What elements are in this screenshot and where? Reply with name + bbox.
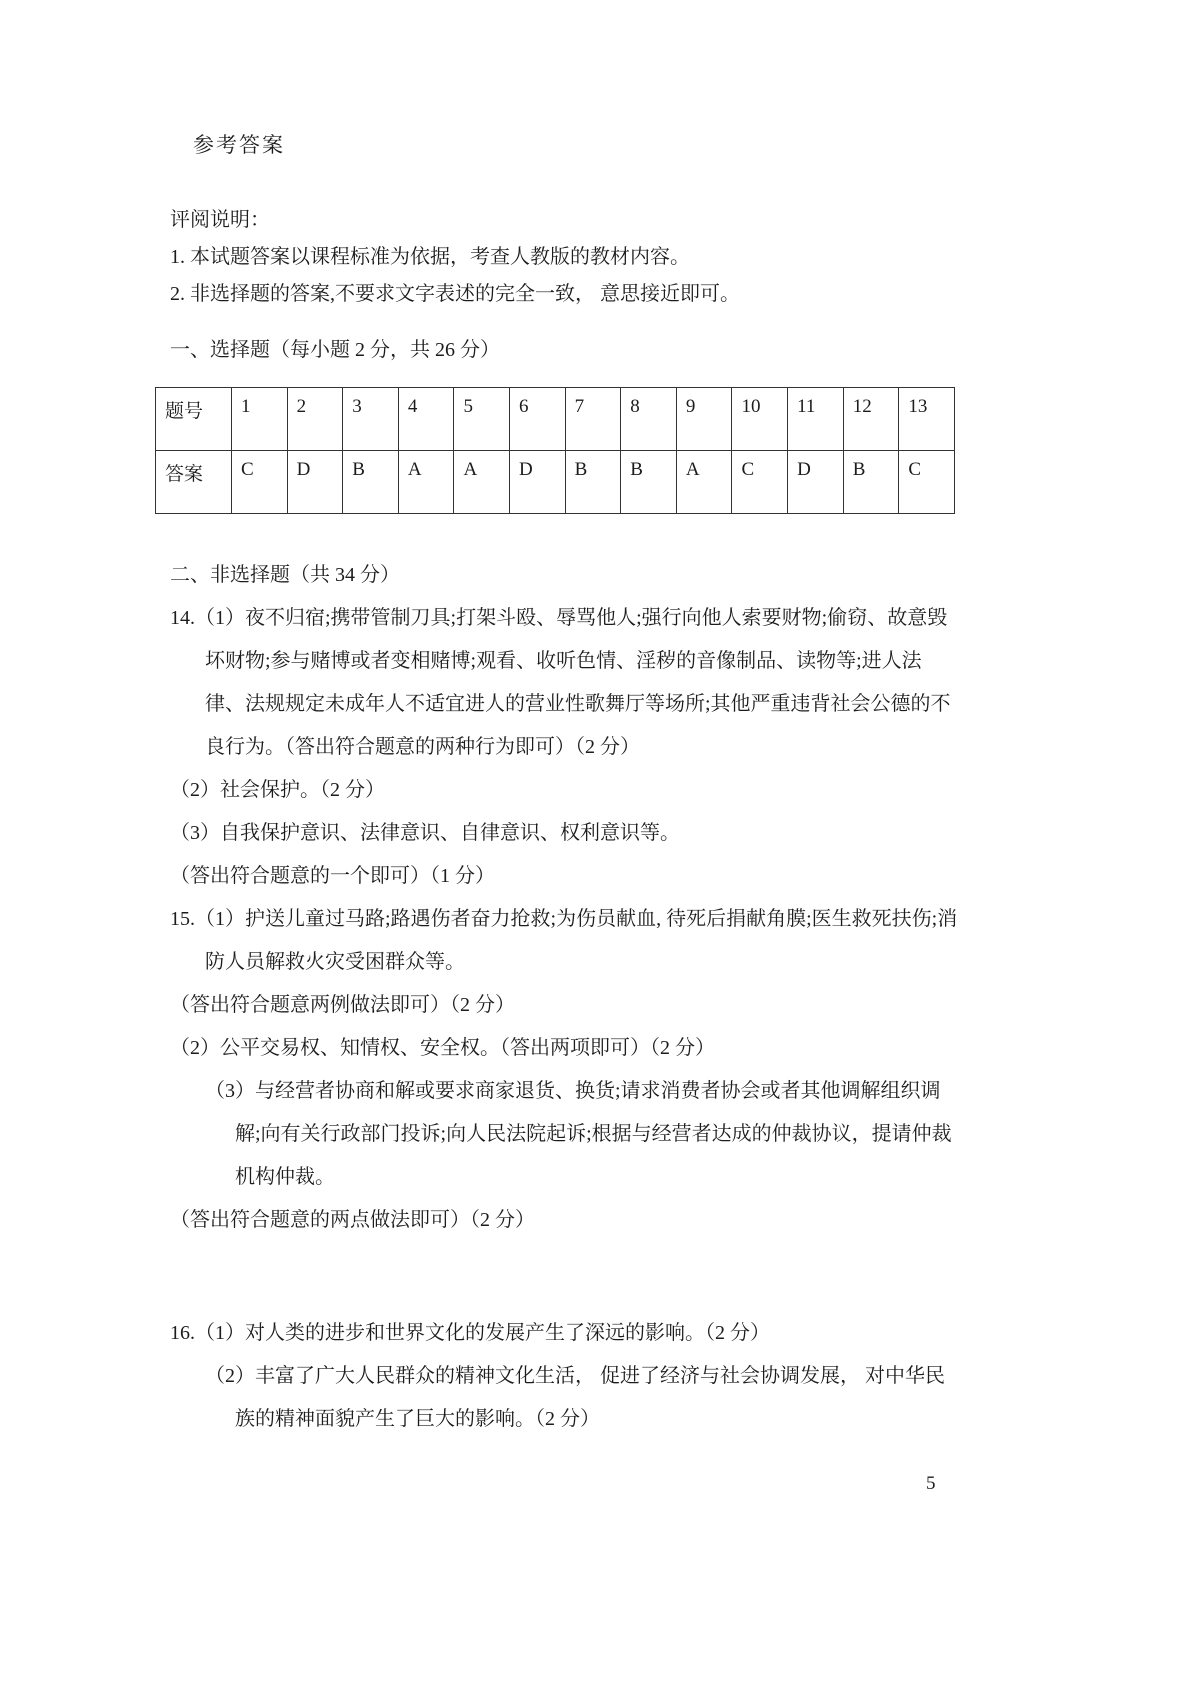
answer-paragraph-16-1: 16.（1）对人类的进步和世界文化的发展产生了深远的影响。（2 分） — [170, 1322, 770, 1344]
answer-paragraph-14-3: （3）自我保护意识、法律意识、自律意识、权利意识等。 — [170, 822, 680, 844]
document-content — [165, 130, 960, 1441]
cell-question-number: 6 — [510, 388, 566, 451]
cell-answer: A — [454, 451, 510, 514]
cell-answer: B — [343, 451, 399, 514]
section-1-heading: 一、选择题（每小题 2 分，共 26 分） — [170, 339, 500, 361]
cell-answer: C — [899, 451, 955, 514]
cell-question-number: 4 — [398, 388, 454, 451]
cell-answer: C — [732, 451, 788, 514]
cell-question-number: 3 — [343, 388, 399, 451]
cell-question-number: 9 — [676, 388, 732, 451]
cell-question-number: 12 — [843, 388, 899, 451]
grading-notes — [170, 202, 960, 313]
cell-answer: C — [232, 451, 288, 514]
cell-answer: A — [398, 451, 454, 514]
grading-notes-heading: 评阅说明： — [170, 209, 270, 231]
grading-note-1: 1. 本试题答案以课程标准为依据，考查人教版的教材内容。 — [170, 246, 690, 268]
choice-answer-table — [155, 387, 955, 514]
answer-paragraph-15-1: 15.（1）护送儿童过马路;路遇伤者奋力抢救;为伤员献血, 待死后捐献角膜;医生救死扶伤;消防人员解救火灾受困群众等。 — [170, 908, 958, 973]
cell-question-number: 8 — [621, 388, 677, 451]
page-number: 5 — [926, 1473, 936, 1494]
cell-question-number: 13 — [899, 388, 955, 451]
table-row-answers — [156, 451, 955, 514]
cell-answer: D — [287, 451, 343, 514]
cell-question-number: 5 — [454, 388, 510, 451]
answer-paragraph-16-2: （2）丰富了广大人民群众的精神文化生活， 促进了经济与社会协调发展， 对中华民族的精神面貌产生了巨大的影响。（2 分） — [205, 1365, 945, 1430]
cell-question-number: 2 — [287, 388, 343, 451]
free-response-answers — [170, 597, 960, 1441]
answer-note-14-3: （答出符合题意的一个即可）（1 分） — [170, 865, 495, 887]
answer-paragraph-14-1: 14.（1）夜不归宿;携带管制刀具;打架斗殴、辱骂他人;强行向他人索要财物;偷窃、故意毁坏财物;参与赌博或者变相赌博;观看、收听色情、淫秽的音像制品、读物等;进人法律、法规规定未成年人不适宜进人的营业性歌舞厅等场所;其他严重违背社会公德的不良行为。（答出符合题意的两种行为即可）（2 分） — [170, 607, 951, 758]
cell-answer: B — [621, 451, 677, 514]
cell-answer: A — [676, 451, 732, 514]
cell-question-number: 10 — [732, 388, 788, 451]
cell-answer: B — [565, 451, 621, 514]
cell-answer: B — [843, 451, 899, 514]
row-label-answer: 答案 — [156, 451, 232, 514]
cell-question-number: 7 — [565, 388, 621, 451]
row-label-question-number: 题号 — [156, 388, 232, 451]
answer-paragraph-15-2: （2）公平交易权、知情权、安全权。（答出两项即可）（2 分） — [170, 1037, 715, 1059]
cell-answer: D — [510, 451, 566, 514]
table-row-question-numbers — [156, 388, 955, 451]
cell-question-number: 11 — [788, 388, 844, 451]
answer-paragraph-15-3: （3）与经营者协商和解或要求商家退货、换货;请求消费者协会或者其他调解组织调解;向有关行政部门投诉;向人民法院起诉;根据与经营者达成的仲裁协议，提请仲裁机构仲裁。 — [205, 1080, 952, 1188]
answer-note-15-1: （答出符合题意两例做法即可）（2 分） — [170, 994, 515, 1016]
answer-paragraph-14-2: （2）社会保护。（2 分） — [170, 779, 385, 801]
answer-note-15-3: （答出符合题意的两点做法即可）（2 分） — [170, 1209, 535, 1231]
cell-answer: D — [788, 451, 844, 514]
section-2-heading: 二、非选择题（共 34 分） — [170, 564, 400, 586]
cell-question-number: 1 — [232, 388, 288, 451]
page-title: 参考答案 — [193, 133, 285, 157]
grading-note-2: 2. 非选择题的答案,不要求文字表述的完全一致， 意思接近即可。 — [170, 283, 740, 305]
